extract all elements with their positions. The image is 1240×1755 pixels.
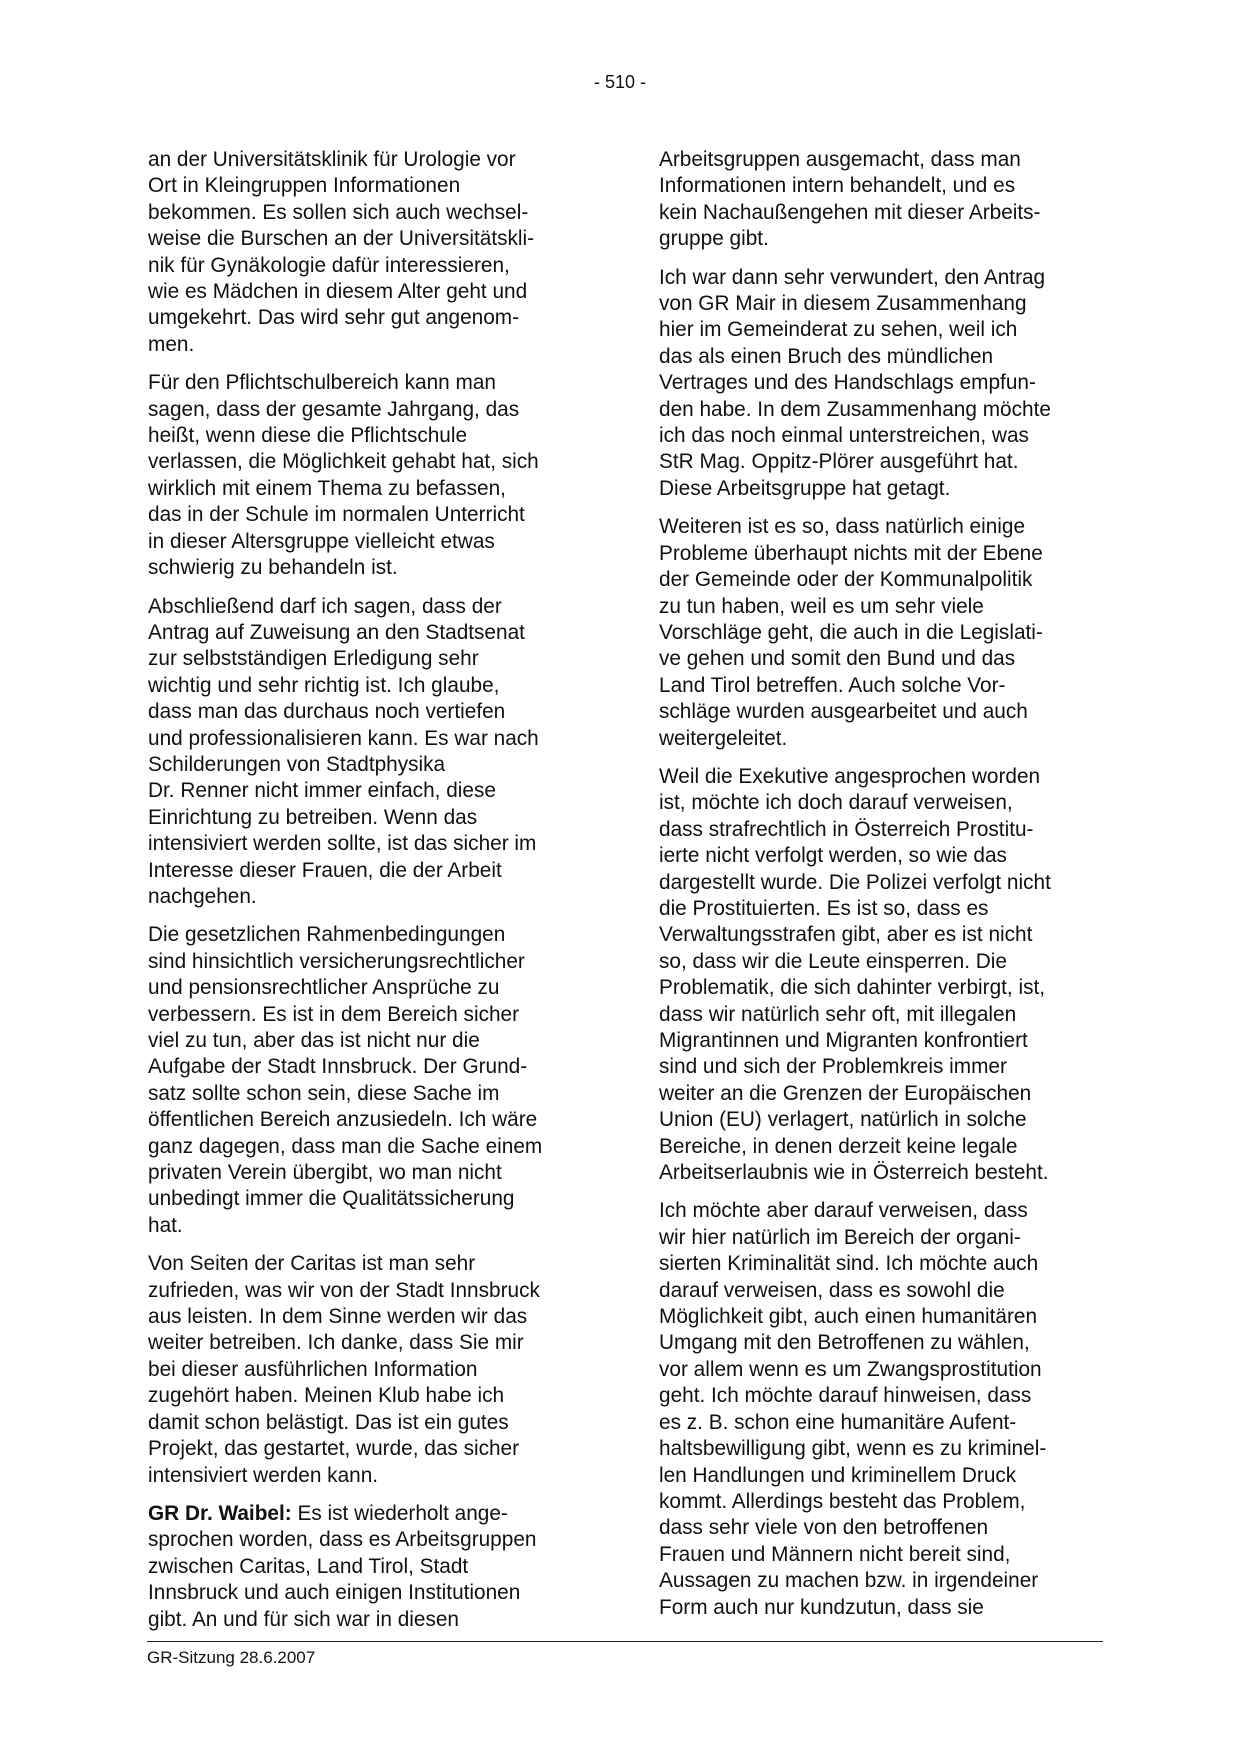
page-number: - 510 - (593, 72, 647, 92)
paragraph: Ich war dann sehr verwundert, den Antrag von GR Mair in diesem Zusammenhang hier im Gemeinderat zu sehen, weil ich das als einen Bruch des mündlichen Vertrages und des Handschlags empfun- den habe. In dem Zusammenhang möchte ich das noch einmal unterstreichen, was StR Mag. Oppitz-Plörer ausgeführt hat. Diese Arbeitsgruppe hat getagt. (659, 265, 1051, 500)
speaker-paragraph (148, 1501, 586, 1633)
speaker-name: GR Dr. Waibel: (148, 1501, 292, 1525)
paragraph: Weiteren ist es so, dass natürlich einige Probleme überhaupt nichts mit der Ebene der Gemeinde oder der Kommunalpolitik zu tun haben, weil es um sehr viele Vorschläge geht, die auch in die Legislati- ve gehen und somit den Bund und das Land Tirol betreffen. Auch solche Vor- schläge wurden ausgearbeitet und auch weitergeleitet. (659, 515, 1043, 750)
paragraph: Von Seiten der Caritas ist man sehr zufrieden, was wir von der Stadt Innsbruck aus leisten. In dem Sinne werden wir das weiter betreiben. Ich danke, dass Sie mir bei dieser ausführlichen Information zugehört haben. Meinen Klub habe ich damit schon belästigt. Das ist ein gutes Projekt, das gestartet, wurde, das sicher intensiviert werden kann. (148, 1252, 540, 1487)
speaker-text: Es ist wiederholt ange- sprochen worden, dass es Arbeitsgruppen zwischen Caritas, Land Tirol, Stadt Innsbruck und auch einigen Institutionen gibt. An und für sich war in diesen (148, 1501, 537, 1631)
paragraph: Die gesetzlichen Rahmenbedingungen sind hinsichtlich versicherungsrechtlicher und pensionsrechtlicher Ansprüche zu verbessern. Es ist in dem Bereich sicher viel zu tun, aber das ist nicht nur die Aufgabe der Stadt Innsbruck. Der Grund- satz sollte schon sein, diese Sache im öffentlichen Bereich anzusiedeln. Ich wäre ganz dagegen, dass man die Sache einem privaten Verein übergibt, wo man nicht unbedingt immer die Qualitätssicherung hat. (148, 923, 543, 1237)
paragraph: Arbeitsgruppen ausgemacht, dass man Informationen intern behandelt, und es kein Nachaußengehen mit dieser Arbeits- gruppe gibt. (659, 148, 1041, 251)
paragraph: Weil die Exekutive angesprochen worden ist, möchte ich doch darauf verweisen, dass strafrechtlich in Österreich Prostitu- ierte nicht verfolgt werden, so wie das dargestellt wurde. Die Polizei verfolgt nicht die Prostituierten. Es ist so, dass es Verwaltungsstrafen gibt, aber es ist nicht so, dass wir die Leute einsperren. Die Problematik, die sich dahinter verbirgt, ist, dass wir natürlich sehr oft, mit illegalen Migrantinnen und Migranten konfrontiert sind und sich der Problemkreis immer weiter an die Grenzen der Europäischen Union (EU) verlagert, natürlich in solche Bereiche, in denen derzeit keine legale Arbeitserlaubnis wie in Österreich besteht. (659, 764, 1051, 1185)
paragraph: an der Universitätsklinik für Urologie vor Ort in Kleingruppen Informationen bekommen. Es sollen sich auch wechsel- weise die Burschen an der Universitätskli- nik für Gynäkologie dafür interessieren, wie es Mädchen in diesem Alter geht und umgekehrt. Das wird sehr gut angenom- men. (148, 148, 535, 356)
footer-session-date: GR-Sitzung 28.6.2007 (147, 1648, 316, 1667)
paragraph: Für den Pflichtschulbereich kann man sagen, dass der gesamte Jahrgang, das heißt, wenn diese die Pflichtschule verlassen, die Möglichkeit gehabt hat, sich wirklich mit einem Thema zu befassen, das in der Schule im normalen Unterricht in dieser Altersgruppe vielleicht etwas schwierig zu behandeln ist. (148, 371, 539, 580)
paragraph: Abschließend darf ich sagen, dass der Antrag auf Zuweisung an den Stadtsenat zur selbstständigen Erledigung sehr wichtig und sehr richtig ist. Ich glaube, dass man das durchaus noch vertiefen und professionalisieren kann. Es war nach Schilderungen von Stadtphysika Dr. Renner nicht immer einfach, diese Einrichtung zu betreiben. Wenn das intensiviert werden sollte, ist das sicher im Interesse dieser Frauen, die der Arbeit nachgehen. (148, 594, 539, 908)
left-column (148, 147, 586, 1645)
right-column (659, 147, 1104, 1633)
footer-divider (147, 1641, 1103, 1642)
paragraph: Ich möchte aber darauf verweisen, dass wir hier natürlich im Bereich der organi- sierten Kriminalität sind. Ich möchte auch darauf verweisen, dass es sowohl die Möglichkeit gibt, auch einen humanitären Umgang mit den Betroffenen zu wählen, vor allem wenn es um Zwangsprostitution geht. Ich möchte darauf hinweisen, dass es z. B. schon eine humanitäre Aufent- haltsbewilligung gibt, wenn es zu kriminel- len Handlungen und kriminellem Druck kommt. Allerdings besteht das Problem, dass sehr viele von den betroffenen Frauen und Männern nicht bereit sind, Aussagen zu machen bzw. in irgendeiner Form auch nur kundzutun, dass sie (659, 1199, 1047, 1619)
